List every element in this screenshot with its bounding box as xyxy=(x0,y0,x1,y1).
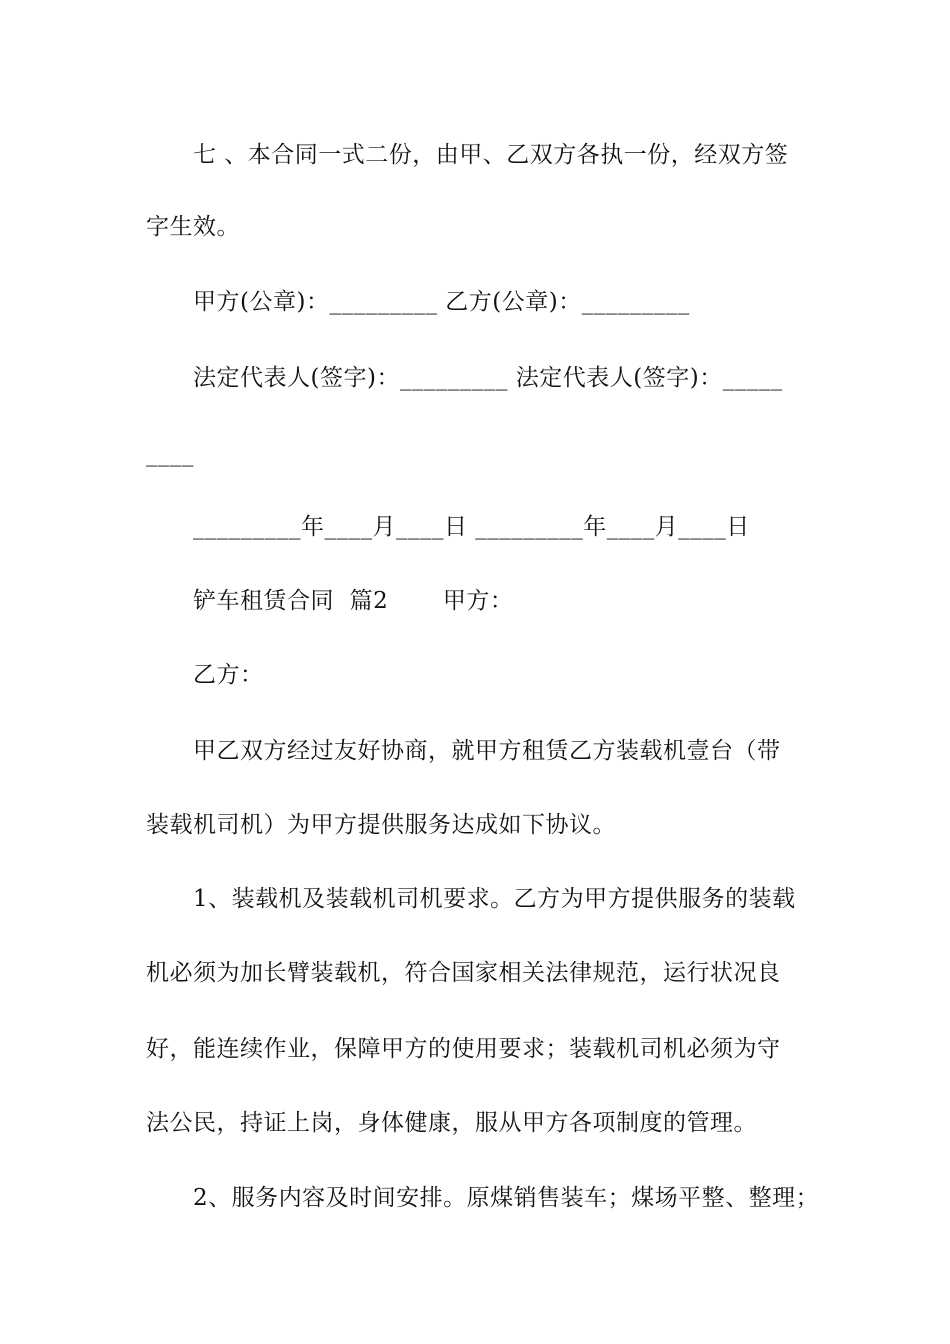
clause-1-line-1: 1、装载机及装载机司机要求。乙方为甲方提供服务的装载 xyxy=(193,886,796,912)
party-seal-line: 甲方(公章)：_________ 乙方(公章)：_________ xyxy=(193,289,690,315)
contract-title-line: 铲车租赁合同 篇2 甲方： xyxy=(193,588,514,614)
preamble-line-2: 装载机司机）为甲方提供服务达成如下协议。 xyxy=(146,812,616,838)
date-line: _________年____月____日 _________年____月____日 xyxy=(193,514,750,540)
clause-2-line-1: 2、服务内容及时间安排。原煤销售装车；煤场平整、整理； xyxy=(193,1185,820,1211)
preamble-line-1: 甲乙双方经过友好协商，就甲方租赁乙方装载机壹台（带 xyxy=(193,738,781,764)
legal-rep-signature-line: 法定代表人(签字)：_________ 法定代表人(签字)：_____ xyxy=(193,365,783,391)
clause-1-line-2: 机必须为加长臂装载机，符合国家相关法律规范，运行状况良 xyxy=(146,960,781,986)
clause-1-line-4: 法公民，持证上岗，身体健康，服从甲方各项制度的管理。 xyxy=(146,1110,757,1136)
clause-1-line-3: 好，能连续作业，保障甲方的使用要求；装载机司机必须为守 xyxy=(146,1036,781,1062)
clause-7-line-2: 字生效。 xyxy=(146,214,240,240)
clause-7-line-1: 七 、本合同一式二份，由甲、乙双方各执一份，经双方签 xyxy=(193,142,789,168)
party-b-line: 乙方： xyxy=(193,662,264,688)
legal-rep-signature-continued: ____ xyxy=(146,441,194,467)
